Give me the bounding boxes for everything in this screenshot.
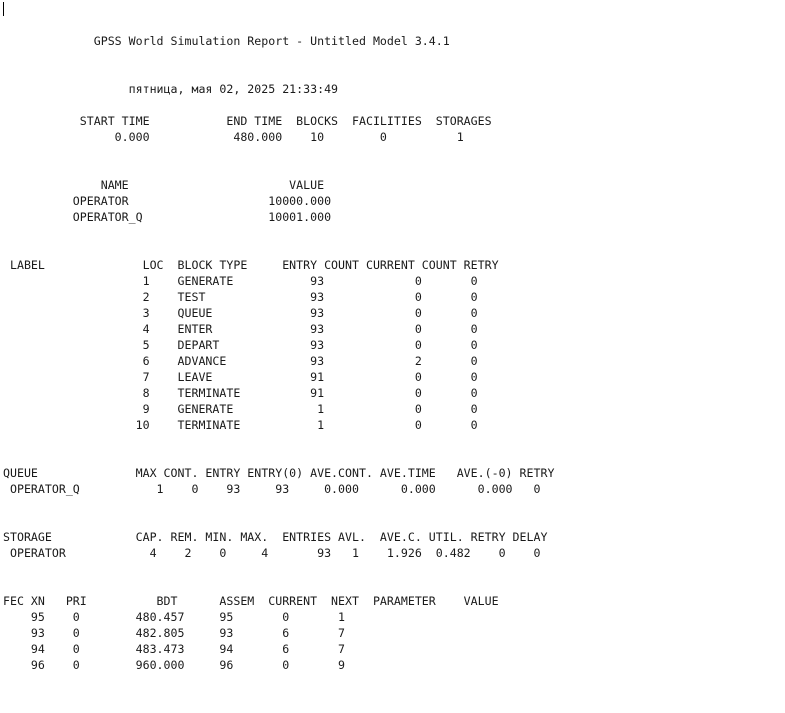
report-line: 2 TEST 93 0 0 xyxy=(3,290,478,304)
report-line: NAME VALUE xyxy=(3,178,325,192)
report-line: OPERATOR 4 2 0 4 93 1 1.926 0.482 0 0 xyxy=(3,546,541,560)
simulation-report[interactable] xyxy=(3,33,783,673)
blank-line xyxy=(3,97,783,113)
blank-line xyxy=(3,161,783,177)
blank-line xyxy=(3,497,783,513)
report-line: 93 0 482.805 93 6 7 xyxy=(3,626,346,640)
blank-line xyxy=(3,577,783,593)
report-line: 6 ADVANCE 93 2 0 xyxy=(3,354,478,368)
report-line: QUEUE MAX CONT. ENTRY ENTRY(0) AVE.CONT. AVE.TIME AVE.(-0) RETRY xyxy=(3,466,555,480)
blank-line xyxy=(3,449,783,465)
blank-line xyxy=(3,513,783,529)
report-line: 0.000 480.000 10 0 1 xyxy=(3,130,464,144)
report-line: 8 TERMINATE 91 0 0 xyxy=(3,386,478,400)
report-line: OPERATOR_Q 10001.000 xyxy=(3,210,332,224)
report-line: 9 GENERATE 1 0 0 xyxy=(3,402,478,416)
blank-line xyxy=(3,65,783,81)
blank-line xyxy=(3,241,783,257)
report-line: FEC XN PRI BDT ASSEM CURRENT NEXT PARAMETER VALUE xyxy=(3,594,499,608)
blank-line xyxy=(3,225,783,241)
report-line: START TIME END TIME BLOCKS FACILITIES STORAGES xyxy=(3,114,492,128)
report-line: пятница, мая 02, 2025 21:33:49 xyxy=(3,82,339,96)
report-line: 3 QUEUE 93 0 0 xyxy=(3,306,478,320)
blank-line xyxy=(3,561,783,577)
blank-line xyxy=(3,49,783,65)
report-line: STORAGE CAP. REM. MIN. MAX. ENTRIES AVL. AVE.C. UTIL. RETRY DELAY xyxy=(3,530,548,544)
report-line: 1 GENERATE 93 0 0 xyxy=(3,274,478,288)
report-line: LABEL LOC BLOCK TYPE ENTRY COUNT CURRENT COUNT RETRY xyxy=(3,258,499,272)
report-line: 96 0 960.000 96 0 9 xyxy=(3,658,346,672)
report-line: 10 TERMINATE 1 0 0 xyxy=(3,418,478,432)
report-line: 95 0 480.457 95 0 1 xyxy=(3,610,346,624)
blank-line xyxy=(3,433,783,449)
report-line: 94 0 483.473 94 6 7 xyxy=(3,642,346,656)
report-line: OPERATOR_Q 1 0 93 93 0.000 0.000 0.000 0 xyxy=(3,482,541,496)
text-cursor xyxy=(3,2,4,16)
report-line: OPERATOR 10000.000 xyxy=(3,194,332,208)
report-line: GPSS World Simulation Report - Untitled Model 3.4.1 xyxy=(3,34,450,48)
report-line: 4 ENTER 93 0 0 xyxy=(3,322,478,336)
blank-line xyxy=(3,145,783,161)
report-line: 7 LEAVE 91 0 0 xyxy=(3,370,478,384)
report-line: 5 DEPART 93 0 0 xyxy=(3,338,478,352)
